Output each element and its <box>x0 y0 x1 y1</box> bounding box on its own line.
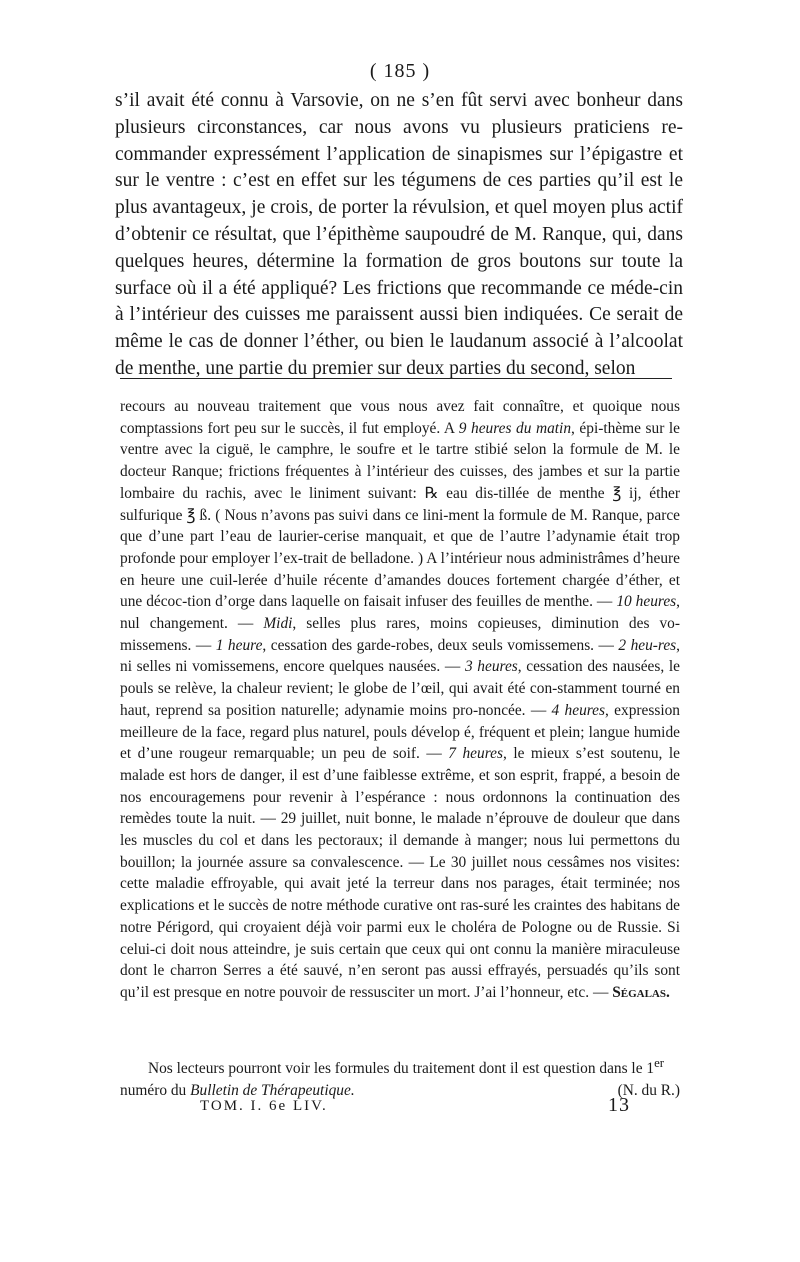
page-number: ( 185 ) <box>369 60 431 82</box>
editor-note-text: Nos lecteurs pourront voir les formules du traitement dont il est question dans le 1 <box>148 1060 655 1078</box>
author-signature: Ségalas. <box>612 983 670 1001</box>
ordinal-superscript: er <box>654 1056 665 1070</box>
footnote-divider <box>120 378 672 379</box>
editor-attribution: (N. du R.) <box>617 1081 680 1099</box>
footnote <box>120 396 680 1004</box>
footnote-text: , cessation des nausées, le pouls se relève, la chaleur revient; le globe de l’œil, qui avait été con-stamment tourné en haut, reprend sa position naturelle; adynamie moins pro-noncée. — <box>120 658 680 719</box>
footnote-time: Midi <box>263 615 293 633</box>
footnote-text: , cessation des garde-robes, deux seuls vomissemens. — <box>262 636 619 654</box>
main-paragraph: s’il avait été connu à Varsovie, on ne s’en fût servi avec bonheur dans plusieurs circonstances, car nous avons vu plusieurs praticiens re-commander expressément l’application de sinapismes sur l’épigastre et sur le ventre : c’est en effet sur les tégumens de ces parties qu’il est le plus avantageux, je crois, de porter la révulsion, et quel moyen plus actif d’obtenir ce résultat, que l’épithème saupoudré de M. Ranque, qui, dans quelques heures, détermine la formation de gros boutons sur toute la surface où il a été appliqué? Les frictions que recommande ce méde-cin à l’intérieur des cuisses me paraissent aussi bien indiquées. Ce serait de même le cas de donner l’éther, ou bien le laudanum associé à l’alcoolat de menthe, une partie du premier sur deux parties du second, selon <box>115 90 683 379</box>
footnote-text: , épi-thème sur le ventre avec la ciguë, le camphre, le soufre et le tartre stibié selon la formule de M. le docteur Ranque; frictions fréquentes à l’intérieur des cuisses, des jambes et sur la partie lombaire du rachis, avec le liniment suivant: ℞ eau dis-tillée de menthe ℥ ij, éther sulfurique ℥ ß. ( Nous n’avons pas suivi dans ce lini-ment la formule de M. Ranque, parce que d’une part l’eau de laurier-cerise manquait, et que de l’autre l’adynamie était trop profonde pour employer l’ex-trait de belladone. ) A l’intérieur nous administrâmes d’heure en heure une cuil-lerée d’huile récente d’amandes douces fortement chargée d’éther, et une décoc-tion d’orge dans laquelle on faisait infuser des feuilles de menthe. — <box>120 419 680 611</box>
journal-title: Bulletin de Thérapeutique. <box>190 1081 355 1099</box>
footnote-text: , selles plus rares, moins copieuses, diminution des vo-missemens. — <box>120 615 680 654</box>
footnote-time: 7 heures <box>448 745 503 763</box>
footnote-text: , le mieux s’est soutenu, le malade est hors de danger, il est d’une faiblesse extrême, et son esprit, frappé, a besoin de nos encouragemens pour revenir à l’espérance : nous ordonnons la continuation des remèdes toute la nuit. — 29 juillet, nuit bonne, le malade n’éprouve de douleur que dans les muscles du col et dans les pectoraux; il demande à manger; nous lui permettons du bouillon; la journée assure sa convalescence. — Le 30 juillet nous cessâmes nos visites: cette maladie effroyable, qui avait jeté la terreur dans nos parages, était terminée; nos explications et le succès de notre méthode curative ont ras-suré les craintes des habitans de notre Périgord, qui croyaient déjà voir parmi eux le choléra de Pologne ou de Russie. Si celui-ci doit nous atteindre, je suis certain que ceux qui ont connu la manière miraculeuse dont le charron Serres a été sauvé, n’en seront pas aussi effrayés, persuadés qu’ils sont qu’il est presque en notre pouvoir de ressusciter un mort. J’ai l’honneur, etc. — <box>120 745 680 1001</box>
footnote-time: 1 heure <box>215 636 263 654</box>
footnote-text: , nul changement. — <box>120 593 680 633</box>
editor-note <box>120 1053 680 1102</box>
footnote-time: 4 heures <box>551 701 606 719</box>
footnote-time: 3 heures <box>464 658 518 676</box>
footnote-text: , ni selles ni vomissemens, encore quelques nausées. — <box>120 636 681 676</box>
volume-mark: TOM. I. 6e LIV. <box>200 1098 328 1114</box>
footnote-text: recours au nouveau traitement que vous nous avez fait connaître, et quoique nous comptassions fort peu sur le succès, il fut employé. A <box>120 398 680 437</box>
footnote-time: 2 heu-res <box>618 636 677 654</box>
footnote-text: , expression meilleure de la face, regard plus naturel, pouls dévelop é, fréquent et plein; langue humide et d’une rougeur remarquable; un peu de soif. — <box>120 701 680 763</box>
footnote-time: 10 heures <box>616 593 677 611</box>
footnote-time: 9 heures du matin <box>458 419 572 437</box>
editor-note-text: numéro du <box>120 1081 191 1099</box>
gathering-number: 13 <box>608 1094 630 1116</box>
